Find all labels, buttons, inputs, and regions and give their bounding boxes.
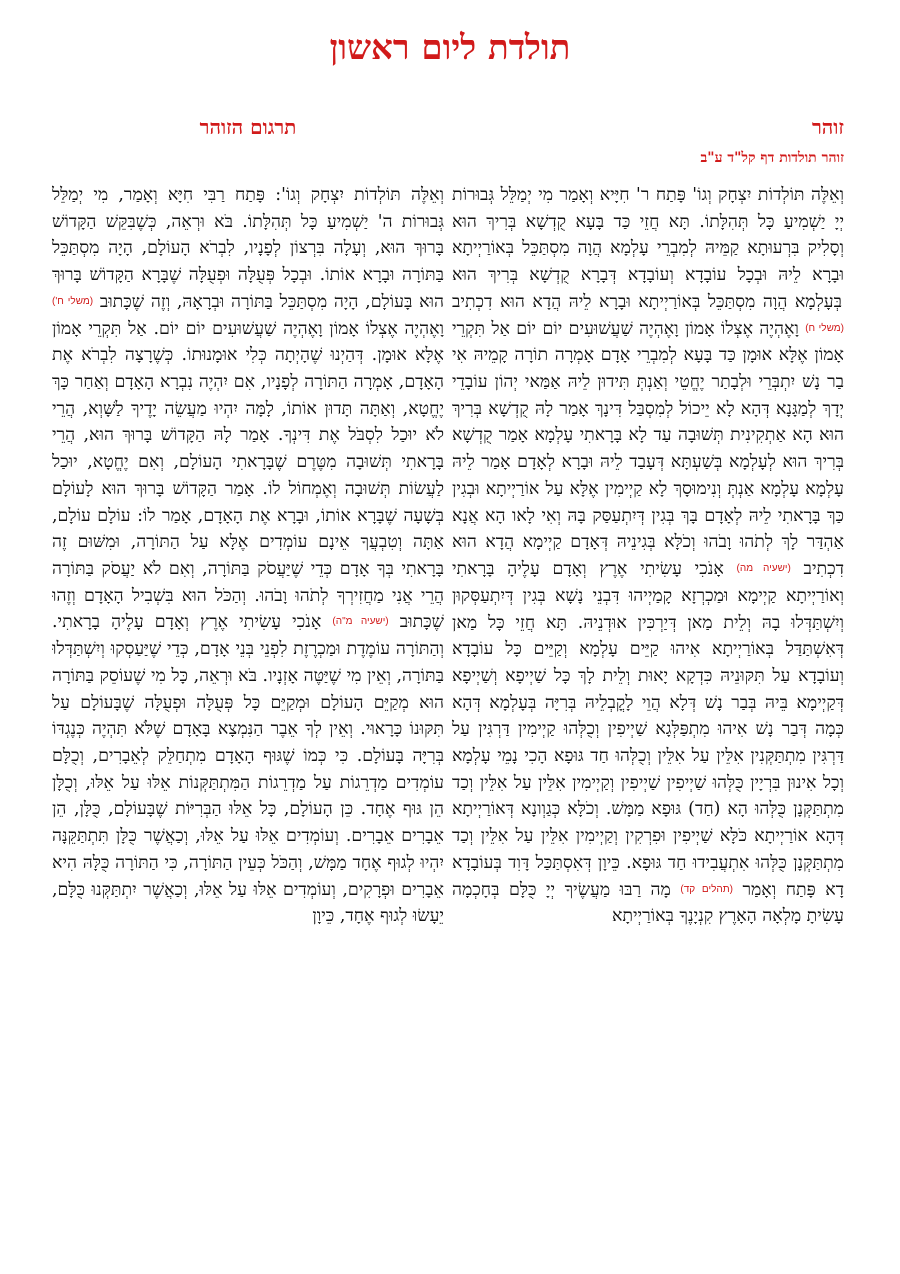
targum-text-segment: אָנֹכִי עָשִׂיתִי אֶרֶץ וְאָדָם עָלֶיהָ בָרָאתִי. וְהַתּוֹרָה עוֹמֶדֶת וּמַכְרֶזֶת לִפְנֵי בְּנֵי אָדָם, כְּדֵי שֶׁיַּעַסְקוּ וְיִשְׁתַּדְּלוּ בַּתּוֹרָה, וְאֵין מִי שֶׁיַּטֶּה אָזְנָיו. בֹּא וּרְאֵה, כָּל מִי שֶׁעוֹסֵק בַּתּוֹרָה הוּא מְקַיֵּם הָעוֹלָם וּמְקַיֵּם כָּל פְּעֻלָּה וּפְעֻלָּה שֶׁבָּעוֹלָם עַל תִּקּוּנוֹ כָּרָאוּי. וְאֵין לְךָ אֵבֶר הַנִּמְצָא בָּאָדָם שֶׁלֹּא תִּהְיֶה כְּנֶגְדּוֹ בְּרִיָּה בָּעוֹלָם. כִּי כְּמוֹ שֶׁגּוּף הָאָדָם מִתְחַלֵּק לְאֵבָרִים, וְכֻלָּם עוֹמְדִים מַדְרֵגוֹת עַל מַדְרֵגוֹת הַמִּתְתַּקְּנוֹת אֵלּוּ עַל אֵלּוּ, וְכֻלָּן הֵן גּוּף אֶחָד. כֵּן הָעוֹלָם, כָּל אֵלּוּ הַבְּרִיּוֹת שֶׁבָּעוֹלָם, כֻּלָּן, הֵן אֵבָרִים אֵבָרִים. וְעוֹמְדִים אֵלּוּ עַל אֵלּוּ, וְכַאֲשֶׁר כֻּלָּן תִּתְתַּקֵּנָּה יִהְיוּ לְגוּף אֶחָד מַמָּשׁ, וְהַכֹּל כְּעֵין הַתּוֹרָה, כִּי הַתּוֹרָה כֻּלָּהּ הִיא אֵבָרִים וּפְרָקִים, וְעוֹמְדִים אֵלּוּ עַל אֵלּוּ, וְכַאֲשֶׁר יִתְתַּקְּנוּ כֻּלָּם, יֵעָשׂוּ לְגוּף אֶחָד, כֵּיוָן — [52, 612, 444, 927]
targum-heading: תרגום הזוהר — [199, 115, 297, 139]
page-title: תולדת ליום ראשון — [329, 28, 571, 68]
targum-text-segment: וְאֵלֶּה תּוֹלְדוֹת יִצְחָק וְגוֹ': פָּתַח רַבִּי חִיָּא וְאָמַר, מִי יְמַלֵּל גְּבוּרוֹת ה' יַשְׁמִיעַ כָּל תְּהִלָּתוֹ. בֹּא וּרְאֵה, כְּשֶׁבִּקֵּשׁ הַקָּדוֹשׁ בָּרוּךְ הוּא, וְעָלָה בִּרְצוֹן לְפָנָיו, לִבְרֹא הָעוֹלָם, הָיָה מִסְתַּכֵּל בַּתּוֹרָה וּבָרָא אוֹתוֹ. וּבְכָל פְּעֻלָּה וּפְעֻלָּה שֶׁבָּרָא הַקָּדוֹשׁ בָּרוּךְ הוּא בָּעוֹלָם, הָיָה מִסְתַּכֵּל בַּתּוֹרָה וּבְרָאָהּ, וְזֶה שֶׁכָּתוּב — [52, 185, 444, 312]
zohar-heading: זוהר — [811, 115, 844, 139]
targum-verse-reference: (משלי ח') — [52, 295, 94, 307]
zohar-column — [452, 112, 844, 1274]
zohar-source-reference: זוהר תולדות דף קל"ד ע"ב — [700, 150, 844, 166]
zohar-text-segment: אָנֹכִי עָשִׂיתִי אֶרֶץ וְאָדָם עָלֶיהָ בָּרָאתִי וְאוֹרַיְיתָא קַיְימָא וּמַכְרְזָא קָמַיְיהוּ דִּבְנֵי נָשָׁא בְּגִין דְּיִתְעַסְּקוּן וְיִשְׁתַּדְּלוּ בָהּ וְלֵית מַאן דְּיַרְכִּין אוּדְנֵיהּ. תָּא חֲזֵי כָּל מַאן דְּאִשְׁתַּדַּל בְּאוֹרַיְיתָא אִיהוּ קַיֵּים עָלְמָא וְקַיֵּים כָּל עוֹבָדָא וְעוֹבָדָא עַל תִּקּוּנֵיהּ כִּדְקָא יָאוּת וְלֵית לָךְ כָּל שַׁיְיפָא וְשַׁיְיפָא דְּקַיְימָא בֵּיהּ בְּבַר נָשׁ דְּלָא הֲוֵי לָקֳבְלֵיהּ בְּרִיָּה בְּעָלְמָא דְּהָא כְּמָה דְּבַר נָשׁ אִיהוּ מִתְפַּלְּגָא שַׁיְיפִין וְכֻלְּהוּ קַיְימִין דַּרְגִּין עַל דַּרְגִּין מִתְתַּקְּנִין אִלֵּין עַל אִלֵּין וְכֻלְּהוּ חַד גּוּפָא הָכִי נָמֵי עָלְמָא וְכָל אִינוּן בִּרְיָין כֻּלְּהוּ שַׁיְיפִין שַׁיְיפִין וְקַיְימִין אִלֵּין עַל אִלֵּין וְכַד מִתְתַּקְּנָן כֻּלְּהוּ הָא (חַד) גּוּפָא מַמָּשׁ. וְכֹלָּא כְּגַוְונָא דְּאוֹרַיְיתָא דְּהָא אוֹרַיְיתָא כֹּלָּא שַׁיְיפִין וּפִרְקִין וְקַיְימִין אִלֵּין עַל אִלֵּין וְכַד מִתְתַּקְּנָן כֻּלְּהוּ אִתְעֲבִידוּ חַד גּוּפָא. כֵּיוָן דְּאִסְתַּכַּל דָּוִד בְּעוֹבָדָא דָא פָּתַח וְאָמַר — [452, 558, 844, 900]
zohar-verse-reference: (ישעיה מה) — [736, 563, 791, 575]
zohar-verse-reference: (תהלים קד) — [680, 883, 733, 895]
zohar-paragraph — [452, 182, 844, 930]
zohar-text-segment: מָה רַבּוּ מַעֲשֶׂיךָ יְיָ כֻּלָּם בְּחָכְמָה עָשִׂיתָ מָלְאָה הָאָרֶץ קִנְיָנֶךָ בְּאוֹרַיְיתָא — [452, 879, 844, 927]
targum-text — [52, 182, 444, 1274]
zohar-text-segment: וָאֶהְיֶה אֶצְלוֹ אָמוֹן וָאֶהְיֶה שַׁעֲשׁוּעִים יוֹם יוֹם אַל תִּקְרֵי אָמוֹן אֶלָּא אוּמָן כַּד בָּעָא לְמִבְרֵי אָדָם אָמְרָה תוֹרָה קָמֵיהּ אִי בַר נָשׁ יִתְבְּרֵי וּלְבָתַר יֶחֱטֵי וְאַנְתְּ תִּידוּן לֵיהּ אַמַּאי יְהוֹן עוֹבָדֵי יְדָךְ לְמַגָּנָא דְּהָא לָא יֵיכוֹל לְמִסְבַּל דִּינָךְ אָמַר לָהּ קֻדְשָׁא בְּרִיךְ הוּא הָא אַתְקִינִית תְּשׁוּבָה עַד לָא בָּרָאתִי עָלְמָא אָמַר קֻדְשָׁא בְּרִיךְ הוּא לְעָלְמָא בְּשַׁעְתָּא דְּעָבַד לֵיהּ וּבָרָא לְאָדָם אָמַר לֵיהּ עָלְמָא עָלְמָא אַנְתְּ וְנִימוּסָךְ לָא קַיְימִין אֶלָּא עַל אוֹרַיְיתָא וּבְגִין כַּךְ בָּרָאתִי לֵיהּ לְאָדָם בָּךְ בְּגִין דְּיִתְעַסַּק בָּהּ וְאִי לָאו הָא אֲנָא אַהְדַּר לָךְ לְתֹהוּ וָבֹהוּ וְכֹלָּא בְּגִינֵיהּ דְּאָדָם קַיְימָא הֲדָא הוּא דִכְתִיב — [452, 318, 844, 579]
zohar-text-segment: וְאֵלֶּה תּוֹלְדוֹת יִצְחָק וְגוֹ' פָּתַח ר' חִיָּיא וְאָמַר מִי יְמַלֵּל גְּבוּרוֹת יְיָ יַשְׁמִיעַ כָּל תְּהִלָּתוֹ. תָּא חֲזֵי כַּד בָּעָא קֻדְשָׁא בְּרִיךְ הוּא וְסָלִיק בִּרְעוּתָא קַמֵּיהּ לְמִבְרֵי עָלְמָא הֲוָה מִסְתַּכֵּל בְּאוֹרַיְיתָא וּבָרָא לֵיהּ וּבְכָל עוֹבָדָא וְעוֹבָדָא דְּבָרָא קֻדְשָׁא בְּרִיךְ הוּא בְּעָלְמָא הֲוָה מִסְתַּכֵּל בְּאוֹרַיְיתָא וּבָרָא לֵיהּ הֲדָא הוּא דִכְתִיב — [452, 185, 844, 312]
targum-verse-reference: (ישעיה מ"ה) — [332, 616, 389, 628]
targum-paragraph — [52, 182, 444, 930]
zohar-text — [452, 182, 844, 1274]
targum-column — [52, 112, 444, 1274]
zohar-verse-reference: (משלי ח) — [805, 322, 844, 334]
targum-text-segment: וָאֶהְיֶה אֶצְלוֹ אָמוֹן וָאֶהְיֶה שַׁעֲשׁוּעִים יוֹם יוֹם. אַל תִּקְרֵי אָמוֹן אֶלָּא אוּמָן. דְּהַיְנוּ שֶׁהָיְתָה כְּלִי אוּמָנוּתוֹ. כְּשֶׁרָצָה לִבְרֹא אֶת הָאָדָם, אָמְרָה הַתּוֹרָה לְפָנָיו, אִם יִהְיֶה נִבְרָא הָאָדָם וְאַחַר כָּךְ יֶחֱטָא, וְאַתָּה תָּדוּן אוֹתוֹ, לָמָּה יִהְיוּ מַעֲשֵׂה יָדֶיךָ לַשָּׁוְא, הֲרֵי לֹא יוּכַל לִסְבֹּל אֶת דִּינְךָ. אָמַר לָהּ הַקָּדוֹשׁ בָּרוּךְ הוּא, הֲרֵי בָּרָאתִי תְּשׁוּבָה מִטֶּרֶם שֶׁבָּרָאתִי הָעוֹלָם, וְאִם יֶחֱטָא, יוּכַל לַעֲשׂוֹת תְּשׁוּבָה וְאֶמְחוֹל לוֹ. אָמַר הַקָּדוֹשׁ בָּרוּךְ הוּא לָעוֹלָם בְּשָׁעָה שֶׁבָּרָא אוֹתוֹ, וּבָרָא אֶת הָאָדָם, אָמַר לוֹ: עוֹלָם עוֹלָם, אַתָּה וְטִבְעֲךָ אֵינָם עוֹמְדִים אֶלָּא עַל הַתּוֹרָה, וּמִשּׁוּם זֶה בָּרָאתִי בְּךָ אָדָם כְּדֵי שֶׁיַּעֲסֹק בַּתּוֹרָה, וְאִם לֹא יַעֲסֹק בַּתּוֹרָה הֲרֵי אֲנִי מַחֲזִירְךָ לְתֹהוּ וָבֹהוּ. וְהַכֹּל הוּא בִּשְׁבִיל הָאָדָם וְזֶהוּ שֶׁכָּתוּב — [52, 318, 444, 633]
